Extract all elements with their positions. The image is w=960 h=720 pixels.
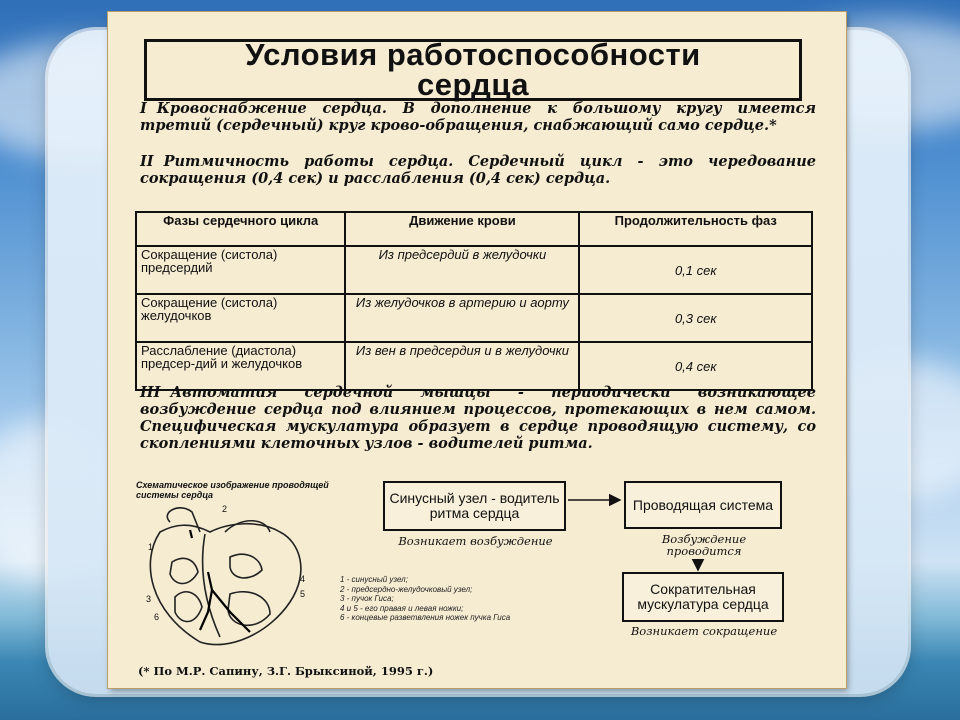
footnote: (* По М.Р. Сапину, З.Г. Брыксиной, 1995 г.)	[138, 664, 434, 678]
legend-item: 1 - синусный узел;	[340, 575, 408, 584]
section-text: Автоматия сердечной мышцы - периодически возникающее возбуждение сердца под влиянием процессов, протекающих в нем самом. Специфическая мускулатура образует в сердце проводящую систему, со скоплениями клеточных узлов - водителей ритма.	[140, 384, 816, 452]
flow-caption-sinus: Возникает возбуждение	[398, 534, 553, 548]
flow-box-text: Сократительная мускулатура сердца	[637, 581, 769, 612]
section-text: Кровоснабжение сердца. В дополнение к большому кругу имеется третий (сердечный) круг крово-обращения, снабжающий само сердце.*	[140, 100, 816, 134]
heart-label-3: 3	[146, 594, 152, 604]
table-cell-blood: Из желудочков в артерию и аорту	[345, 294, 579, 342]
table-cell-blood: Из вен в предсердия и в желудочки	[345, 342, 579, 390]
title-line-2: сердца	[417, 67, 529, 102]
document-page	[108, 12, 846, 688]
table-cell-duration: 0,4 сек	[579, 342, 812, 390]
flow-box-conduction-system	[624, 481, 782, 529]
flow-box-sinus-node	[383, 481, 566, 531]
heart-label-1: 1	[148, 542, 154, 552]
section-numeral: III	[140, 384, 161, 401]
table-header: Фазы сердечного цикла	[136, 212, 345, 246]
flow-box-contractile-muscle	[622, 572, 784, 622]
legend-item: 3 - пучок Гиса;	[340, 594, 394, 603]
heart-label-2: 2	[222, 504, 228, 514]
legend-item: 4 и 5 - его правая и левая ножки;	[340, 603, 464, 613]
legend-item: 6 - концевые разветвления ножек пучка Гиса	[340, 613, 511, 622]
table-header: Движение крови	[345, 212, 579, 246]
section-numeral: I	[140, 100, 147, 117]
flow-box-text: Проводящая система	[632, 496, 774, 513]
title-line-1: Условия работоспособности	[245, 37, 701, 72]
table-cell-blood: Из предсердий в желудочки	[345, 246, 579, 294]
heart-label-5: 5	[300, 589, 306, 599]
section-text: Ритмичность работы сердца. Сердечный цикл - это чередование сокращения (0,4 сек) и расслабления (0,4 сек) сердца.	[140, 153, 816, 187]
section-numeral: II	[140, 153, 154, 170]
flow-box-text: Синусный узел - водитель ритма сердца	[389, 490, 560, 521]
flow-caption-conduction: Возбуждение проводится	[661, 532, 747, 558]
table-cell-phase: Сокращение (систола) желудочков	[136, 294, 345, 342]
table-cell-duration: 0,3 сек	[579, 294, 812, 342]
table-cell-phase: Сокращение (систола) предсердий	[136, 246, 345, 294]
table-cell-duration: 0,1 сек	[579, 246, 812, 294]
heart-figure-title: Схематическое изображение проводящей системы сердца	[136, 480, 329, 500]
heart-label-4: 4	[300, 574, 306, 584]
heart-label-6: 6	[154, 612, 160, 622]
table-header: Продолжительность фаз	[579, 212, 812, 246]
flow-caption-muscle: Возникает сокращение	[630, 624, 778, 638]
table-cell-phase: Расслабление (диастола) предсер-дий и желудочков	[136, 342, 345, 390]
legend-item: 2 - предсердно-желудочковый узел;	[340, 584, 473, 594]
